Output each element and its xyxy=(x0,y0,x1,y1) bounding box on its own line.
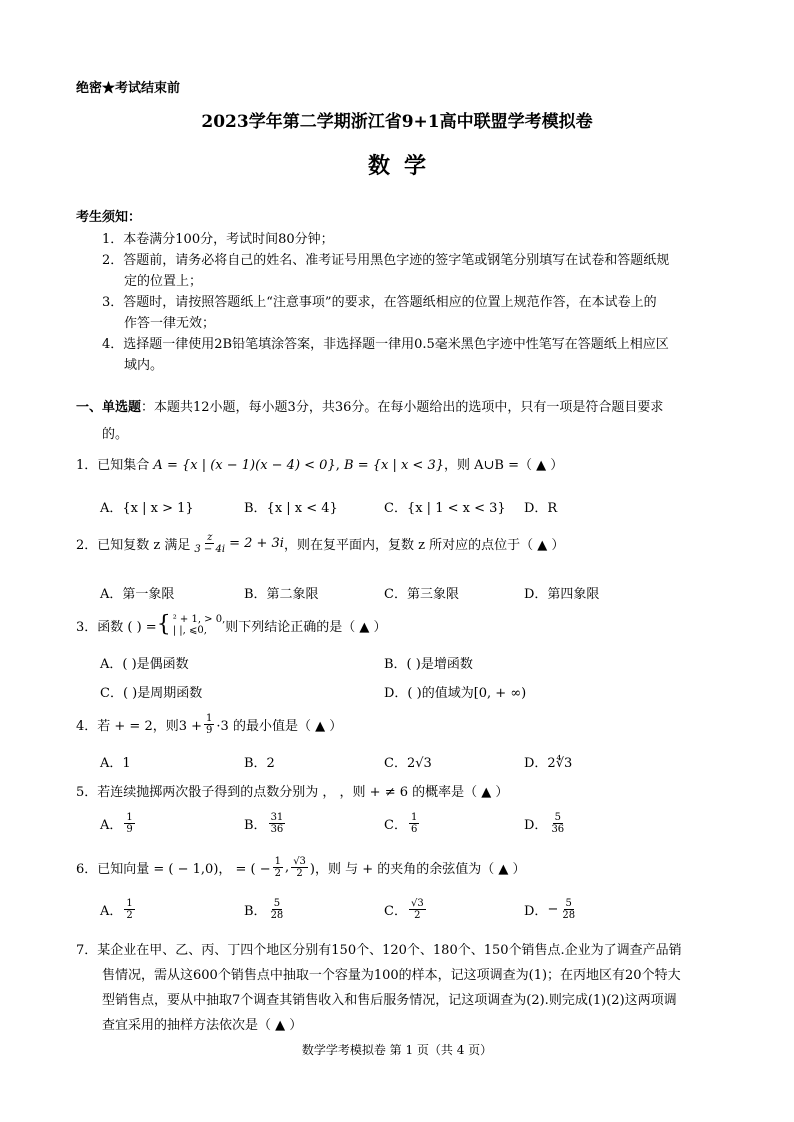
notice-item: 域内。 xyxy=(124,358,164,373)
q5-opt-den: 36 xyxy=(270,824,284,835)
q4-frac-den: 9 xyxy=(206,725,213,736)
q6-frac1-num: 1 xyxy=(274,856,282,867)
q1-option-a[interactable]: A．{x | x > 1} xyxy=(100,501,194,516)
q1-set-a: A = {x | (x − 1)(x − 4) < 0} xyxy=(153,458,336,473)
q2-option-b[interactable]: B．第二象限 xyxy=(244,587,319,602)
q6-opt-num: √3 xyxy=(410,898,424,909)
q6-option-sign: − xyxy=(547,902,559,917)
notice-item: 作答一律无效； xyxy=(124,316,216,331)
section-text: ：本题共12小题，每小题3分，共36分。在每小题给出的选项中，只有一项是符合题目要求 xyxy=(141,400,664,415)
q3-prefix: 3．函数 ( ) = xyxy=(76,619,157,635)
q2-fraction xyxy=(192,532,227,555)
q5-option-fraction xyxy=(409,812,419,835)
q6-opt-den: 28 xyxy=(270,910,284,921)
q5-opt-den: 9 xyxy=(126,824,133,835)
q6-option-a[interactable] xyxy=(100,898,137,921)
question-5: 5．若连续抛掷两次骰子得到的点数分别为 ， ，则 + ≠ 6 的概率是（ ▲ ） xyxy=(76,785,509,800)
q1-suffix: ，则 A∪B =（ ▲ ） xyxy=(444,458,564,473)
q6-frac1-den: 2 xyxy=(274,868,282,879)
q5-opt-den: 6 xyxy=(410,824,418,835)
q6-option-fraction xyxy=(269,898,286,921)
q2-option-d[interactable]: D．第四象限 xyxy=(524,587,600,602)
q6-option-label: A． xyxy=(100,904,123,919)
notice-item: 定的位置上； xyxy=(124,274,203,289)
q2-prefix: 2．已知复数 z 满足 xyxy=(76,538,191,553)
q6-opt-den: 2 xyxy=(414,910,421,921)
q6-option-label: C． xyxy=(384,904,407,919)
q3-option-b[interactable]: B．( )是增函数 xyxy=(384,657,473,672)
section-heading xyxy=(76,396,663,415)
q6-opt-num: 5 xyxy=(273,898,281,909)
q6-fraction-2 xyxy=(291,856,308,879)
q5-option-fraction xyxy=(124,812,134,835)
q6-comma: , xyxy=(285,860,290,875)
section-text-cont: 的。 xyxy=(102,427,129,442)
q5-opt-num: 31 xyxy=(270,812,284,823)
q2-option-c[interactable]: C．第三象限 xyxy=(384,587,459,602)
q6-opt-num: 1 xyxy=(126,898,133,909)
q1-prefix: 1．已知集合 xyxy=(76,458,150,473)
q5-opt-num: 1 xyxy=(126,812,133,823)
q4-frac-num: 1 xyxy=(206,713,213,724)
q3-piece-2: | |, ⩽0, xyxy=(172,625,207,636)
q3-option-c[interactable]: C．( )是周期函数 xyxy=(100,686,203,701)
q5-option-label: C． xyxy=(384,818,407,833)
q4-option-b[interactable]: B．2 xyxy=(244,756,275,771)
question-7-line: 7．某企业在甲、乙、丙、丁四个地区分别有150个、120个、180个、150个销售点.企业为了调查产品销 xyxy=(76,943,682,958)
q5-option-label: B． xyxy=(244,818,267,833)
q2-suffix: ，则在复平面内，复数 z 所对应的点位于（ ▲ ） xyxy=(283,538,565,553)
q4-option-d[interactable]: D．2∜3 xyxy=(524,756,573,771)
secret-label: 绝密★考试结束前 xyxy=(76,81,181,96)
q2-frac-num: z xyxy=(207,532,213,543)
q5-opt-den: 36 xyxy=(551,824,565,835)
q1-set-b: B = {x | x < 3} xyxy=(344,458,445,473)
q5-option-a[interactable] xyxy=(100,812,137,835)
q4-option-c[interactable]: C．2√3 xyxy=(384,756,432,771)
q1-option-c[interactable]: C．{x | 1 < x < 3} xyxy=(384,501,506,516)
q2-frac-den: 3 − 4i xyxy=(194,544,226,555)
subject-title: 数学 xyxy=(367,153,440,179)
q6-option-fraction xyxy=(124,898,134,921)
q6-opt-num: 5 xyxy=(565,898,572,909)
q6-opt-den: 28 xyxy=(562,910,576,921)
q3-option-a[interactable]: A．( )是偶函数 xyxy=(100,657,189,672)
q5-opt-num: 5 xyxy=(554,812,561,823)
q4-prefix: 4．若 + = 2，则3 + xyxy=(76,719,203,734)
q5-option-b[interactable] xyxy=(244,812,287,835)
exam-title: 2023学年第二学期浙江省9+1高中联盟学考模拟卷 xyxy=(201,112,593,132)
q5-option-label: A． xyxy=(100,818,123,833)
question-4 xyxy=(76,713,342,736)
q6-option-b[interactable] xyxy=(244,898,287,921)
question-7-line: 售情况，需从这600个销售点中抽取一个容量为100的样本，记这项调查为(1)；在丙地区有20个特大 xyxy=(102,968,681,983)
q3-piecewise xyxy=(173,614,226,636)
q3-brace: { xyxy=(156,612,171,637)
q3-option-d[interactable]: D．( )的值域为[0, + ∞) xyxy=(384,686,527,701)
notice-item: 2．答题前，请务必将自己的姓名、准考证号用黑色字迹的签字笔或钢笔分别填写在试卷和答题纸规 xyxy=(102,253,670,268)
q1-sep: , xyxy=(335,458,340,473)
question-2 xyxy=(76,532,564,555)
question-7-line: 型销售点，要从中抽取7个调查其销售收入和售后服务情况，记这项调查为(2).则完成(1)(2)这两项调 xyxy=(102,993,677,1008)
notice-item: 3．答题时，请按照答题纸上“注意事项”的要求，在答题纸相应的位置上规范作答，在本试卷上的 xyxy=(102,295,657,310)
q6-option-c[interactable] xyxy=(384,898,428,921)
q5-option-c[interactable] xyxy=(384,812,421,835)
q6-option-label: D． xyxy=(524,904,548,919)
q5-option-label: D． xyxy=(524,818,548,833)
question-6 xyxy=(76,856,526,879)
notice-item: 1．本卷满分100分，考试时间80分钟； xyxy=(102,232,334,247)
q3-piece-1: ² + 1, > 0, xyxy=(172,614,226,625)
q2-option-a[interactable]: A．第一象限 xyxy=(100,587,175,602)
q6-fraction-1 xyxy=(273,856,283,879)
q6-frac2-den: 2 xyxy=(296,868,303,879)
q5-option-fraction xyxy=(549,812,566,835)
question-3 xyxy=(76,614,387,636)
question-7-line: 查宜采用的抽样方法依次是（ ▲ ） xyxy=(102,1018,303,1033)
q4-fraction xyxy=(204,713,214,736)
q3-suffix: 则下列结论正确的是（ ▲ ） xyxy=(225,619,387,635)
q6-option-label: B． xyxy=(244,904,267,919)
q1-option-d[interactable]: D．R xyxy=(524,501,558,516)
q6-opt-den: 2 xyxy=(126,910,133,921)
notice-item: 4．选择题一律使用2B铅笔填涂答案，非选择题一律用0.5毫米黑色字迹中性笔写在答题纸上相应区 xyxy=(102,337,669,352)
q6-option-d[interactable] xyxy=(524,898,579,921)
q5-option-d[interactable] xyxy=(524,812,568,835)
q5-opt-num: 1 xyxy=(410,812,418,823)
question-1 xyxy=(76,454,563,473)
q1-option-b[interactable]: B．{x | x < 4} xyxy=(244,501,338,516)
q6-suffix: )，则 与 + 的夹角的余弦值为（ ▲ ） xyxy=(309,862,526,877)
q5-option-fraction xyxy=(269,812,286,835)
q6-frac2-num: √3 xyxy=(293,856,306,867)
q6-prefix: 6．已知向量 = ( − 1,0)， = ( − xyxy=(76,862,271,877)
notice-heading: 考生须知： xyxy=(76,210,142,225)
section-label: 一、单选题 xyxy=(76,400,142,415)
q2-rhs: = 2 + 3i xyxy=(229,536,284,551)
q6-option-fraction xyxy=(560,898,577,921)
q4-suffix: ·3 的最小值是（ ▲ ） xyxy=(216,719,343,734)
page-footer: 数学学考模拟卷 第 1 页（共 4 页） xyxy=(301,1043,493,1057)
q4-option-a[interactable]: A．1 xyxy=(100,756,131,771)
q6-option-fraction xyxy=(409,898,426,921)
